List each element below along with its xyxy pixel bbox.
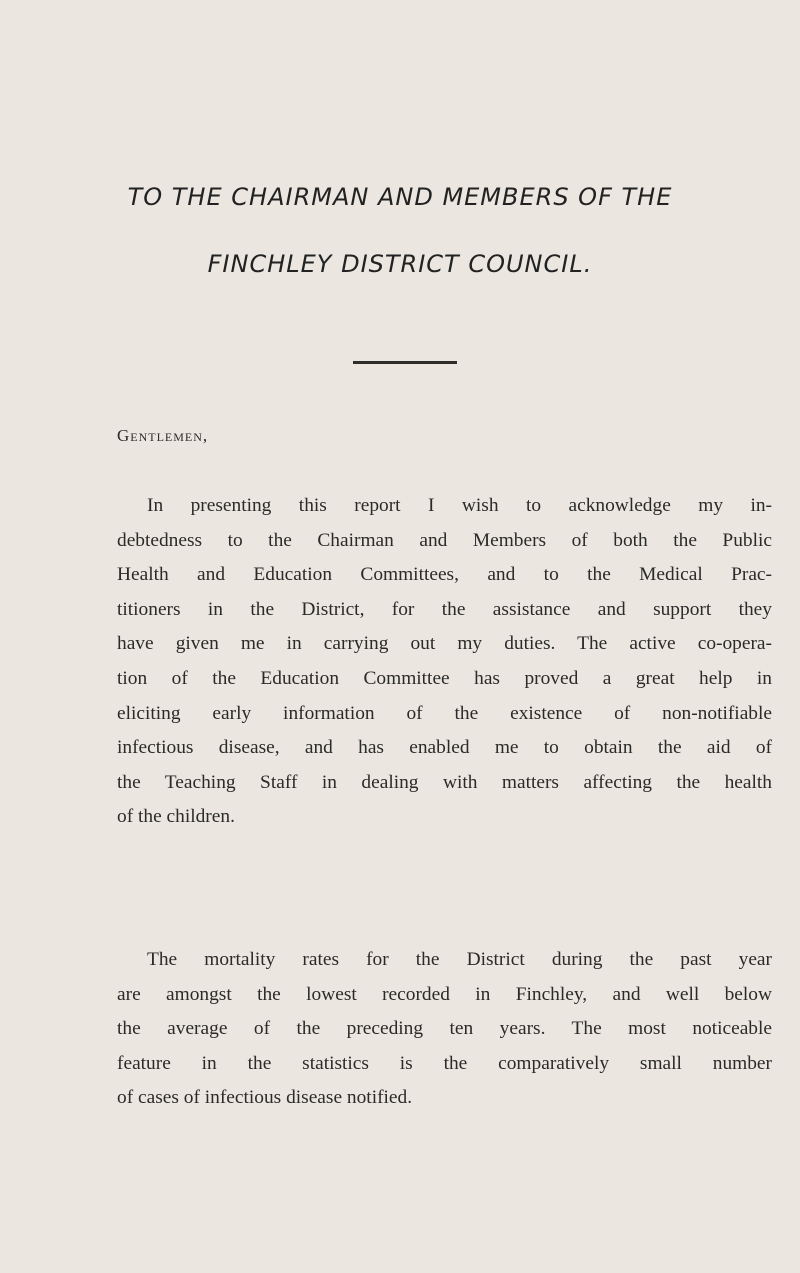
paragraph-line: titioners in the District, for the assistance and support they <box>117 598 772 620</box>
heading-line-1: TO THE CHAIRMAN AND MEMBERS OF THE <box>127 183 673 211</box>
paragraph-line: have given me in carrying out my duties. The active co-opera- <box>117 633 772 655</box>
paragraph-mortality <box>117 943 772 1116</box>
heading-line-2: FINCHLEY DISTRICT COUNCIL. <box>207 250 593 278</box>
paragraph-line: of cases of infectious disease notified. <box>117 1087 413 1109</box>
paragraph-line: infectious disease, and has enabled me to obtain the aid of <box>117 737 772 759</box>
paragraph-line: eliciting early information of the existence of non-notifiable <box>117 702 772 724</box>
salutation: Gentlemen, <box>117 426 209 445</box>
paragraph-line: Health and Education Committees, and to the Medical Prac- <box>117 564 772 586</box>
paragraph-acknowledgement <box>117 489 772 835</box>
paragraph-line: are amongst the lowest recorded in Finchley, and well below <box>117 983 772 1005</box>
paragraph-line: debtedness to the Chairman and Members of both the Public <box>117 529 772 551</box>
paragraph-line: In presenting this report I wish to acknowledge my in- <box>147 495 772 516</box>
paragraph-line: tion of the Education Committee has proved a great help in <box>117 667 772 689</box>
paragraph-line: the Teaching Staff in dealing with matters affecting the health <box>117 771 772 793</box>
paragraph-line: the average of the preceding ten years. The most noticeable <box>117 1018 772 1040</box>
paragraph-line: feature in the statistics is the comparatively small number <box>117 1052 772 1074</box>
heading-divider <box>353 361 457 364</box>
paragraph-line: of the children. <box>117 806 235 828</box>
paragraph-line: The mortality rates for the District during the past year <box>147 949 772 970</box>
